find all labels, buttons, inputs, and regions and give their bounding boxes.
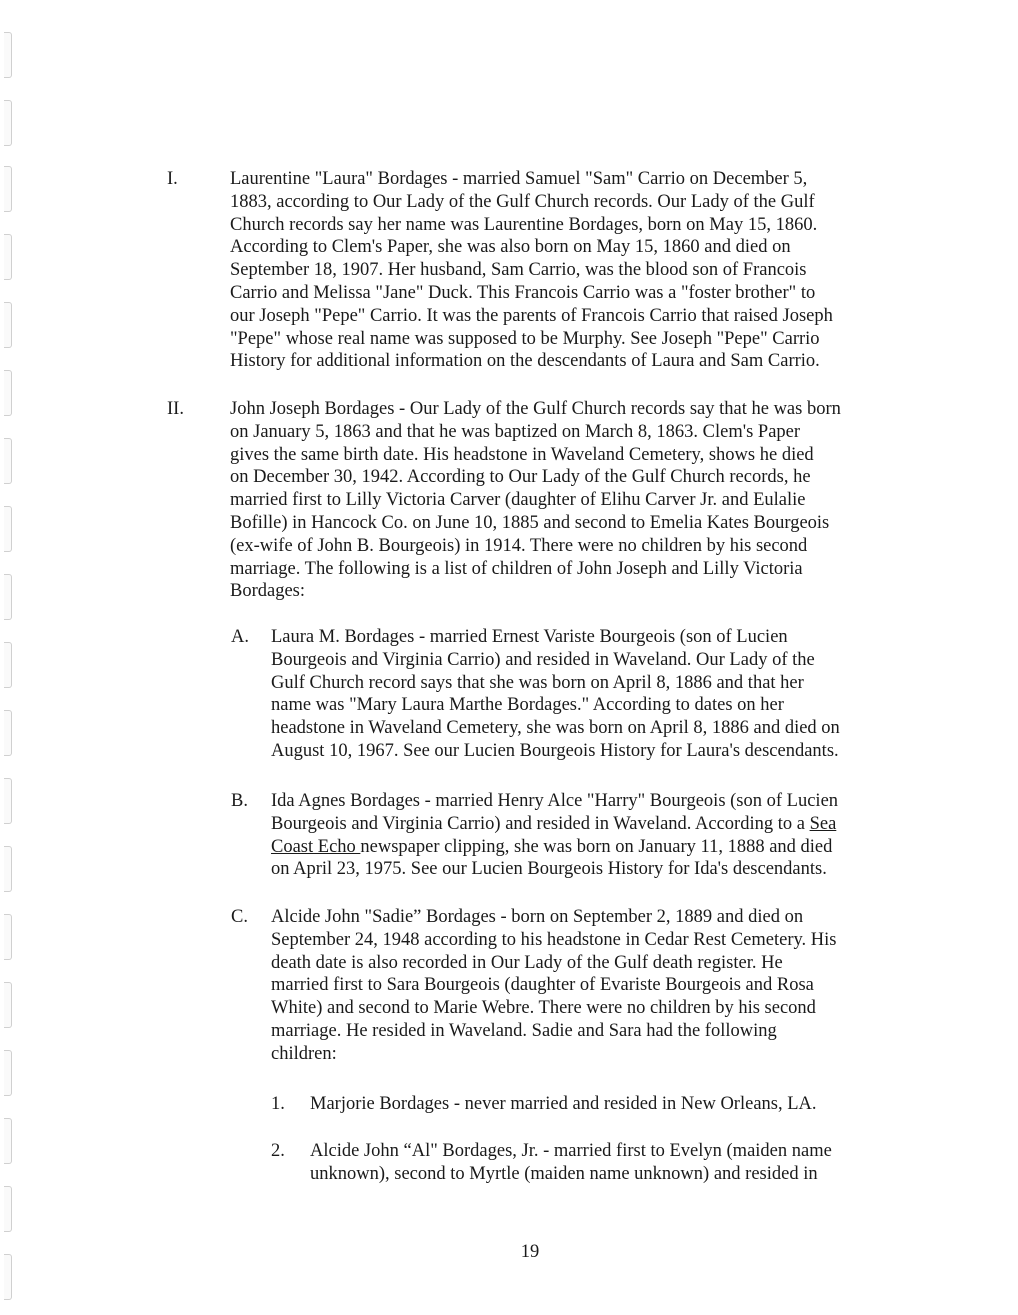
text-line: Church records say her name was Laurentine Bordages, born on May 15, 1860.: [230, 214, 818, 235]
text-line: Laura M. Bordages - married Ernest Variste Bourgeois (son of Lucien: [271, 627, 788, 647]
text-line: Gulf Church record says that she was born on April 8, 1886 and that her: [271, 672, 804, 693]
entry-marker: II.: [167, 399, 184, 419]
binder-hole: [4, 1118, 12, 1164]
text-line: our Joseph "Pepe" Carrio. It was the parents of Francois Carrio that raised Joseph: [230, 305, 833, 326]
binder-hole: [4, 914, 12, 960]
text-segment: Bourgeois and Virginia Carrio) and resided in Waveland. According to a: [271, 813, 810, 834]
text-line: August 10, 1967. See our Lucien Bourgeois History for Laura's descendants.: [271, 740, 839, 761]
text-line: [271, 836, 838, 859]
entry-text: [271, 906, 837, 1066]
newspaper-title: Coast Echo: [271, 836, 361, 857]
text-line: 1883, according to Our Lady of the Gulf Church records. Our Lady of the Gulf: [230, 191, 815, 212]
binder-hole: [4, 506, 12, 552]
entry-text: [271, 790, 838, 881]
binder-hole: [4, 642, 12, 688]
text-line: (ex-wife of John B. Bourgeois) in 1914. There were no children by his second: [230, 535, 808, 556]
text-line: Bourgeois and Virginia Carrio) and resided in Waveland. Our Lady of the: [271, 649, 815, 670]
entry-text: [310, 1093, 817, 1116]
text-line: Bofille) in Hancock Co. on June 10, 1885 and second to Emelia Kates Bourgeois: [230, 512, 830, 533]
entry-text: [310, 1140, 832, 1186]
text-line: History for additional information on the descendants of Laura and Sam Carrio.: [230, 351, 820, 372]
binder-hole: [4, 166, 12, 212]
text-line: name was "Mary Laura Marthe Bordages." According to dates on her: [271, 695, 784, 716]
binder-hole: [4, 1050, 12, 1096]
text-line: "Pepe" whose real name was supposed to be Murphy. See Joseph "Pepe" Carrio: [230, 328, 820, 349]
binder-hole: [4, 370, 12, 416]
text-line: Ida Agnes Bordages - married Henry Alce "Harry" Bourgeois (son of Lucien: [271, 791, 839, 811]
text-line: unknown), second to Myrtle (maiden name unknown) and resided in: [310, 1163, 818, 1184]
text-segment: newspaper clipping, she was born on January 11, 1888 and died: [360, 836, 833, 857]
text-line: According to Clem's Paper, she was also born on May 15, 1860 and died on: [230, 237, 791, 258]
text-line: on January 5, 1863 and that he was baptized on March 8, 1863. Clem's Paper: [230, 421, 801, 442]
entry-marker: 2.: [271, 1141, 285, 1161]
text-line: gives the same birth date. His headstone in Waveland Cemetery, shows he died: [230, 444, 814, 465]
entry-marker: 1.: [271, 1094, 285, 1114]
text-line: on December 30, 1942. According to Our Lady of the Gulf Church records, he: [230, 467, 811, 488]
binder-hole: [4, 302, 12, 348]
entry-text: [230, 168, 833, 373]
binder-hole: [4, 1186, 12, 1232]
binder-hole: [4, 710, 12, 756]
text-line: headstone in Waveland Cemetery, she was born on April 8, 1886 and died on: [271, 718, 840, 739]
binder-hole: [4, 100, 12, 146]
text-line: Laurentine "Laura" Bordages - married Samuel "Sam" Carrio on December 5,: [230, 169, 808, 189]
binder-hole: [4, 574, 12, 620]
binder-hole-strip: [0, 0, 18, 1315]
binder-hole: [4, 778, 12, 824]
text-line: children:: [271, 1043, 337, 1064]
page-number: 19: [520, 1242, 540, 1262]
text-line: September 18, 1907. Her husband, Sam Carrio, was the blood son of Francois: [230, 260, 807, 281]
binder-hole: [4, 234, 12, 280]
entry-marker: A.: [231, 627, 249, 647]
entry-marker: C.: [231, 907, 248, 927]
text-line: Carrio and Melissa "Jane" Duck. This Francois Carrio was a "foster brother" to: [230, 282, 816, 303]
text-line: John Joseph Bordages - Our Lady of the Gulf Church records say that he was born: [230, 399, 841, 419]
binder-hole: [4, 846, 12, 892]
text-line: Bordages:: [230, 581, 306, 602]
binder-hole: [4, 32, 12, 78]
text-line: Alcide John “Al" Bordages, Jr. - married first to Evelyn (maiden name: [310, 1141, 832, 1161]
text-line: Alcide John "Sadie” Bordages - born on September 2, 1889 and died on: [271, 907, 804, 927]
text-line: death date is also recorded in Our Lady of the Gulf death register. He: [271, 952, 783, 973]
text-line: marriage. The following is a list of children of John Joseph and Lilly Victoria: [230, 558, 803, 579]
text-line: married first to Lilly Victoria Carver (daughter of Elihu Carver Jr. and Eulalie: [230, 490, 806, 511]
text-line: White) and second to Marie Webre. There were no children by his second: [271, 998, 816, 1019]
text-line: on April 23, 1975. See our Lucien Bourgeois History for Ida's descendants.: [271, 859, 827, 880]
entry-marker: B.: [231, 791, 248, 811]
entry-marker: I.: [167, 169, 178, 189]
entry-text: [230, 398, 841, 603]
binder-hole: [4, 438, 12, 484]
text-line: marriage. He resided in Waveland. Sadie and Sara had the following: [271, 1020, 777, 1041]
entry-text: [271, 626, 840, 763]
text-line: married first to Sara Bourgeois (daughter of Evariste Bourgeois and Rosa: [271, 975, 814, 996]
text-line: Marjorie Bordages - never married and resided in New Orleans, LA.: [310, 1094, 817, 1114]
binder-hole: [4, 982, 12, 1028]
newspaper-title: Sea: [809, 813, 837, 834]
text-line: [271, 813, 838, 836]
text-line: September 24, 1948 according to his headstone in Cedar Rest Cemetery. His: [271, 929, 837, 950]
